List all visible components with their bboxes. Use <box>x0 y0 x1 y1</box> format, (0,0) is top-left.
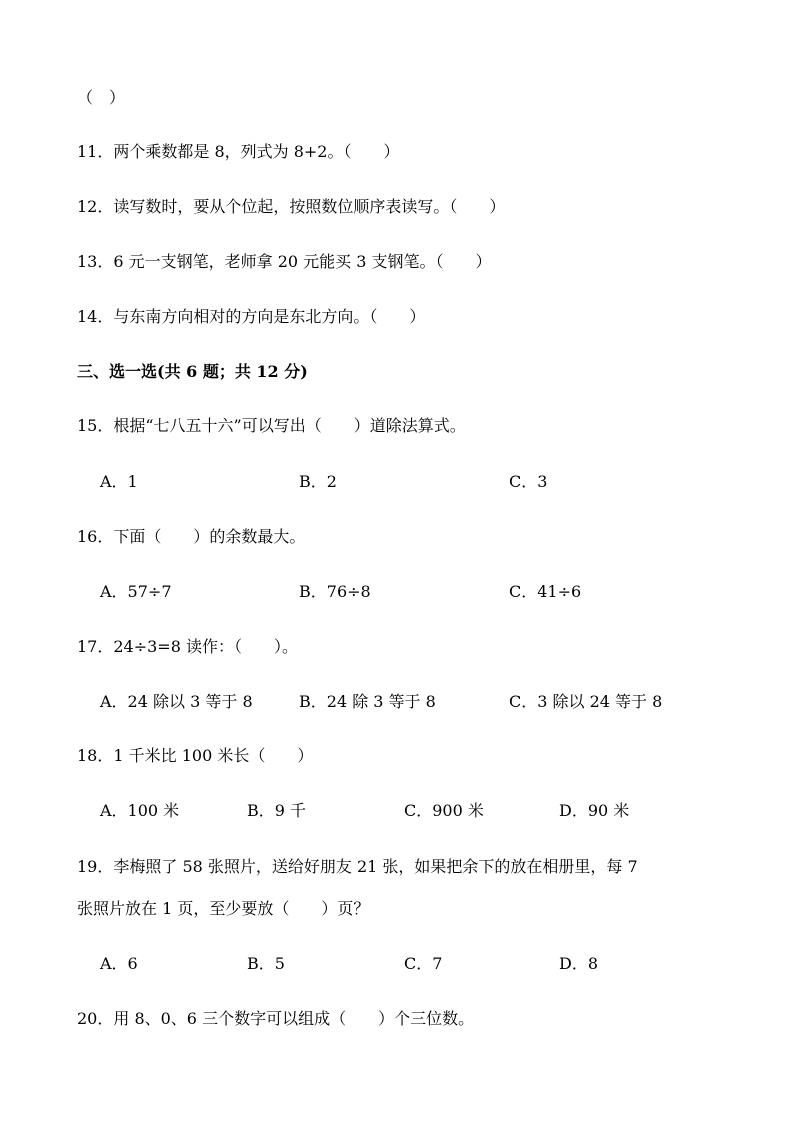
question-19-line-2: 张照片放在 1 页，至少要放（ ）页？ <box>77 899 370 918</box>
q16-option-a: A．57÷7 <box>100 582 172 601</box>
q16-option-b: B．76÷8 <box>299 582 371 601</box>
q16-option-c: C．41÷6 <box>509 582 582 601</box>
question-17: 17．24÷3=8 读作：（ ）。 <box>77 637 298 656</box>
question-12: 12．读写数时，要从个位起，按照数位顺序表读写。（ ） <box>77 197 506 216</box>
q15-option-b: B．2 <box>299 472 337 491</box>
q17-option-a: A．24 除以 3 等于 8 <box>100 692 253 711</box>
question-16: 16．下面（ ）的余数最大。 <box>77 527 306 546</box>
question-15: 15．根据“七八五十六”可以写出（ ）道除法算式。 <box>77 416 466 435</box>
q18-option-a: A．100 米 <box>100 801 180 820</box>
q18-option-d: D．90 米 <box>559 801 630 820</box>
question-10-tail: （ ） <box>77 88 126 107</box>
q15-option-a: A．1 <box>100 472 138 491</box>
question-11: 11．两个乘数都是 8，列式为 8+2。（ ） <box>77 142 400 161</box>
question-14: 14．与东南方向相对的方向是东北方向。（ ） <box>77 307 426 326</box>
question-19-line-1: 19．李梅照了 58 张照片，送给好朋友 21 张，如果把余下的放在相册里，每 7 <box>77 857 638 876</box>
q18-option-c: C．900 米 <box>404 801 484 820</box>
question-20: 20．用 8、0、6 三个数字可以组成（ ）个三位数。 <box>77 1009 475 1028</box>
section-heading: 三、选一选(共 6 题；共 12 分) <box>77 362 308 381</box>
question-18: 18．1 千米比 100 米长（ ） <box>77 746 314 765</box>
q19-option-c: C．7 <box>404 954 443 973</box>
question-13: 13．6 元一支钢笔，老师拿 20 元能买 3 支钢笔。（ ） <box>77 252 492 271</box>
q17-option-b: B．24 除 3 等于 8 <box>299 692 436 711</box>
q19-option-a: A．6 <box>100 954 138 973</box>
q18-option-b: B．9 千 <box>247 801 307 820</box>
q19-option-b: B．5 <box>247 954 285 973</box>
q19-option-d: D．8 <box>559 954 599 973</box>
q15-option-c: C．3 <box>509 472 548 491</box>
q17-option-c: C．3 除以 24 等于 8 <box>509 692 663 711</box>
